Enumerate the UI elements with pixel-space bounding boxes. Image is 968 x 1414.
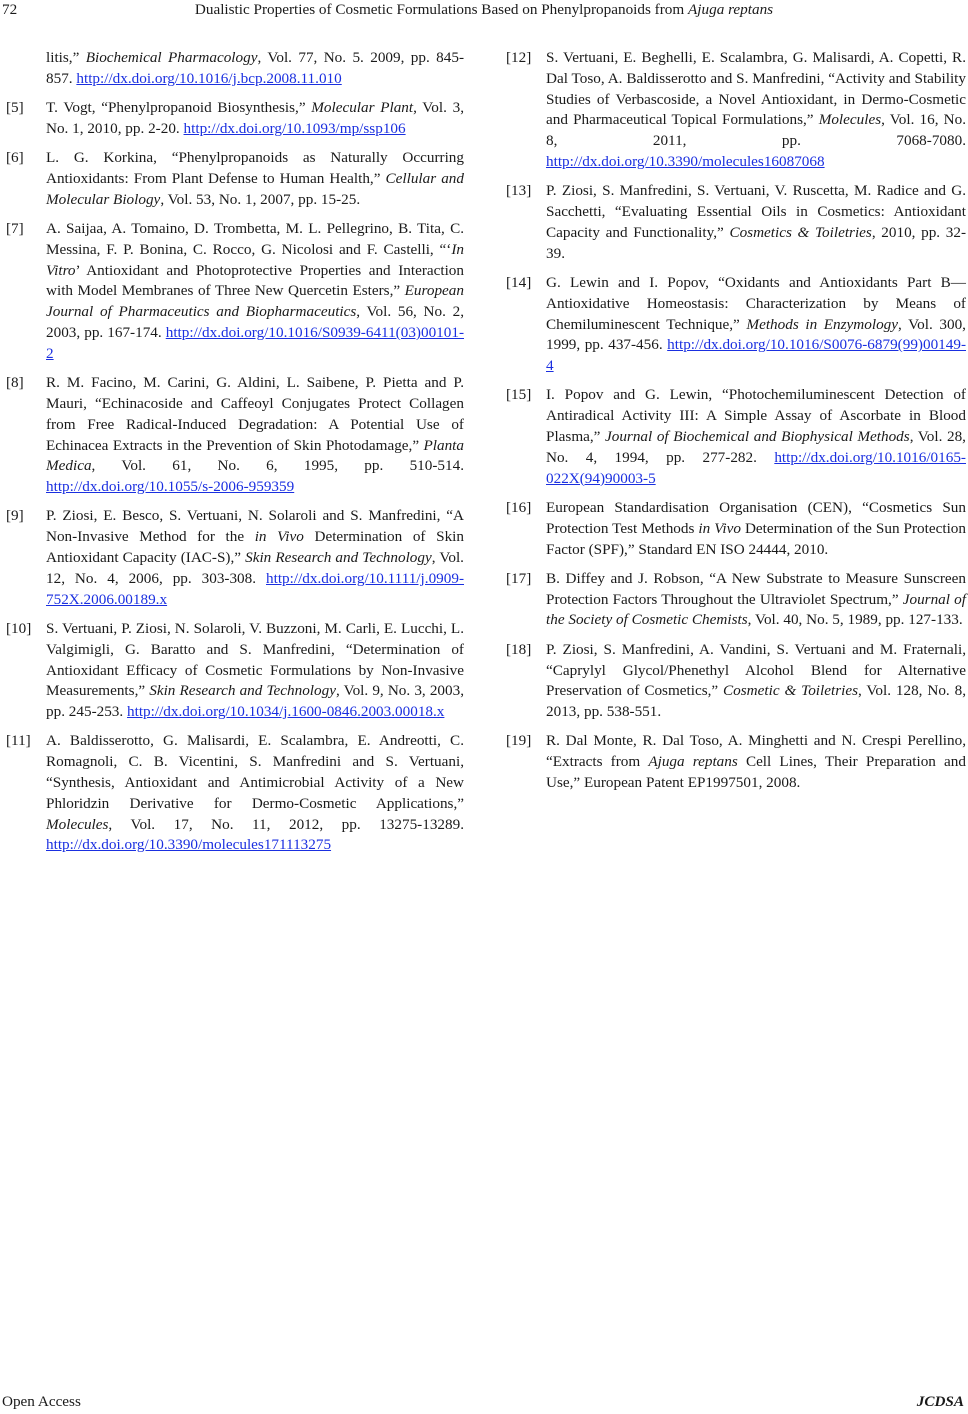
reference-number: [12] [506, 49, 532, 66]
reference-italic-text: Biochemical Pharmacology [85, 49, 258, 66]
reference-number: [18] [506, 640, 532, 658]
running-title-species: Ajuga reptans [688, 1, 774, 18]
reference-text [46, 98, 464, 140]
reference-text-segment: European Standardisation Organisation (CEN), “Cosmetics Sun Protection Test Methods [546, 498, 966, 537]
reference-text [546, 731, 966, 793]
running-header [0, 0, 968, 22]
reference-number: [10] [6, 619, 32, 637]
reference-text-segment: , Vol. 12, No. 4, 2006, pp. 303-308. [46, 549, 464, 587]
reference-number: [17] [506, 569, 532, 587]
reference-item [6, 373, 464, 498]
reference-number: [5] [6, 99, 24, 117]
reference-text-segment: P. Ziosi, E. Besco, S. Vertuani, N. Solaroli and S. Manfredini, “A Non-Invasive Method for the [46, 507, 464, 546]
doi-link[interactable]: http://dx.doi.org/10.1093/mp/ssp106 [183, 119, 406, 137]
reference-text [46, 731, 464, 856]
footer-journal: JCDSA [916, 1393, 964, 1410]
reference-text-segment: Cell Lines, Their Preparation and Use,” European Patent EP1997501, 2008. [546, 753, 966, 791]
reference-text [46, 619, 464, 723]
reference-item [6, 219, 464, 365]
reference-text-segment: B. Diffey and J. Robson, “A New Substrate to Measure Sunscreen Protection Factors Throughout the Ultraviolet Spectrum,” [546, 569, 966, 608]
reference-text [546, 181, 966, 264]
reference-text-segment: , Vol. 3, No. 1, 2010, pp. 2-20. [46, 99, 464, 137]
doi-link[interactable]: http://dx.doi.org/10.1034/j.1600-0846.2003.00018.x [127, 703, 445, 721]
reference-italic-text: Ajuga reptans [648, 753, 738, 771]
reference-number: [15] [506, 386, 532, 404]
reference-italic-text: Methods in Enzymology [746, 315, 899, 333]
reference-text-segment: G. Lewin and I. Popov, “Oxidants and Antioxidants Part B—Antioxidative Homeostasis: Characterization by Means of Chemiluminescent Technique,” [546, 273, 966, 333]
reference-number: [7] [6, 220, 24, 238]
running-title [0, 0, 968, 20]
reference-item [506, 48, 966, 173]
reference-text-segment: I. Popov and G. Lewin, “Photochemiluminescent Detection of Antiradical Activity III: A Simple Assay of Ascorbate in Blood Plasma,” [546, 386, 966, 446]
reference-number: [8] [6, 374, 24, 392]
reference-text-segment: Determination of the Sun Protection Factor (SPF),” Standard EN ISO 24444, 2010. [546, 519, 966, 558]
reference-italic-text: Cellular and Molecular Biology [46, 169, 464, 208]
doi-link[interactable]: http://dx.doi.org/10.1016/S0939-6411(03)00101-2 [46, 324, 464, 362]
reference-item [506, 569, 966, 631]
reference-text-segment: S. Vertuani, P. Ziosi, N. Solaroli, V. Buzzoni, M. Carli, E. Lucchi, L. Valgimigli, G. Baratto and S. Manfredini, “Determination of Antioxidant Efficacy of Cosmetic Formulations by Non-Invasive Measurements,” [46, 619, 464, 700]
reference-text [546, 48, 966, 173]
reference-text-segment: P. Ziosi, S. Manfredini, A. Vandini, S. Vertuani and M. Fraternali, “Caprylyl Glycol/Phenethyl Alcohol Blend for Alternative Preservation of Cosmetics,” [546, 640, 966, 700]
reference-text-segment: , Vol. 17, No. 11, 2012, pp. 13275-13289. [108, 815, 464, 833]
reference-text-segment: , Vol. 300, 1999, pp. 437-456. [546, 315, 966, 354]
reference-text-segment: L. G. Korkina, “Phenylpropanoids as Naturally Occurring Antioxidants: From Plant Defense to Human Health,” [46, 149, 464, 187]
reference-italic-text: in Vivo [254, 528, 304, 546]
doi-link[interactable]: http://dx.doi.org/10.1055/s-2006-959359 [46, 478, 295, 496]
doi-link[interactable]: http://dx.doi.org/10.1016/S0076-6879(99)00149-4 [546, 336, 966, 375]
reference-italic-text: Journal of Biochemical and Biophysical Methods [605, 428, 910, 446]
reference-number: [19] [506, 732, 532, 750]
reference-item [6, 506, 464, 610]
doi-link[interactable]: http://dx.doi.org/10.3390/molecules171113275 [46, 836, 332, 854]
reference-text-segment: , Vol. 53, No. 1, 2007, pp. 15-25. [160, 190, 361, 208]
reference-text-segment: , Vol. 28, No. 4, 1994, pp. 277-282. [546, 428, 966, 466]
reference-item [6, 148, 464, 210]
reference-text [46, 219, 464, 365]
doi-link[interactable]: http://dx.doi.org/10.1111/j.0909-752X.2006.00189.x [46, 569, 464, 608]
reference-italic-text: Molecules [818, 111, 882, 129]
reference-italic-text: in Vivo [698, 519, 741, 537]
reference-italic-text: Skin Research and Technology [149, 682, 336, 700]
reference-item [506, 640, 966, 723]
reference-italic-text: Cosmetics & Toiletries [729, 223, 872, 241]
reference-item [506, 273, 966, 377]
reference-text-segment: ’ Antioxidant and Photoprotective Properties and Interaction with Model Membranes of Three New Quercetin Esters,” [46, 261, 464, 300]
page-number: 72 [2, 1, 18, 18]
reference-text [546, 498, 966, 560]
doi-link[interactable]: http://dx.doi.org/10.1016/j.bcp.2008.11.010 [76, 69, 342, 87]
reference-text-segment: Determination of Skin Antioxidant Capacity (IAC-S),” [46, 528, 464, 567]
reference-italic-text: Molecular Plant [311, 99, 414, 117]
reference-text-segment: , Vol. 56, No. 2, 2003, pp. 167-174. [46, 303, 465, 342]
reference-text [46, 48, 464, 90]
right-column [506, 48, 966, 802]
reference-text-segment: P. Ziosi, S. Manfredini, S. Vertuani, V. Ruscetta, M. Radice and G. Sacchetti, “Evaluating Essential Oils in Cosmetics: Antioxidant Capacity and Functionality,” [546, 182, 966, 241]
reference-text-segment: litis,” [46, 49, 86, 66]
reference-italic-text: In Vitro [46, 240, 464, 279]
reference-item [6, 98, 464, 140]
reference-text-segment: , Vol. 40, No. 5, 1989, pp. 127-133. [747, 611, 963, 629]
reference-text-segment: , 2010, pp. 32-39. [546, 223, 966, 262]
reference-italic-text: Cosmetic & Toiletries [723, 682, 858, 700]
left-column [6, 48, 464, 865]
reference-item [506, 731, 966, 793]
running-title-text: Dualistic Properties of Cosmetic Formulations Based on Phenylpropanoids from [194, 1, 689, 18]
reference-italic-text: Journal of the Society of Cosmetic Chemists [546, 590, 966, 629]
reference-item [6, 48, 464, 90]
reference-number: [9] [6, 507, 24, 525]
reference-text [46, 148, 464, 210]
reference-number: [11] [6, 732, 31, 750]
reference-item [506, 498, 966, 560]
reference-text [546, 385, 966, 489]
reference-item [506, 385, 966, 489]
doi-link[interactable]: http://dx.doi.org/10.1016/0165-022X(94)90003-5 [546, 448, 966, 487]
reference-text-segment: T. Vogt, “Phenylpropanoid Biosynthesis,” [46, 99, 312, 117]
reference-number: [16] [506, 498, 532, 516]
reference-item [6, 731, 464, 856]
reference-text-segment: , Vol. 128, No. 8, 2013, pp. 538-551. [546, 682, 966, 721]
reference-italic-text: Planta Medica [46, 436, 464, 475]
reference-text [46, 373, 464, 498]
footer-open-access: Open Access [2, 1393, 81, 1410]
reference-text-segment: , Vol. 16, No. 8, 2011, pp. 7068-7080. [546, 111, 967, 150]
page-footer [0, 1392, 968, 1414]
reference-text [46, 506, 464, 610]
reference-text-segment: A. Saijaa, A. Tomaino, D. Trombetta, M. L. Pellegrino, B. Tita, C. Messina, F. P. Bonina, C. Rocco, G. Nicolosi and F. Castelli, “‘ [46, 220, 464, 258]
reference-italic-text: European Journal of Pharmaceutics and Biopharmaceutics [46, 282, 464, 321]
reference-italic-text: Skin Research and Technology [245, 549, 432, 567]
reference-text-segment: , Vol. 77, No. 5. 2009, pp. 845-857. [46, 49, 465, 87]
reference-text-segment: R. Dal Monte, R. Dal Toso, A. Minghetti and N. Crespi Perellino, “Extracts from [546, 732, 966, 771]
reference-text [546, 273, 966, 377]
reference-italic-text: Molecules [46, 815, 109, 833]
reference-text [546, 640, 966, 723]
doi-link[interactable]: http://dx.doi.org/10.3390/molecules16087068 [546, 152, 825, 170]
reference-text-segment: , Vol. 9, No. 3, 2003, pp. 245-253. [46, 682, 464, 721]
reference-item [506, 181, 966, 264]
reference-number: [14] [506, 273, 532, 291]
reference-text-segment: R. M. Facino, M. Carini, G. Aldini, L. Saibene, P. Pietta and P. Mauri, “Echinacoside and Caffeoyl Conjugates Protect Collagen from Free Radical-Induced Degradation: A Potential Use of Echinacea Extracts in the Prevention of Skin Photodamage,” [46, 374, 464, 454]
reference-text-segment: S. Vertuani, E. Beghelli, E. Scalambra, G. Malisardi, A. Copetti, R. Dal Toso, A. Baldisserotto and S. Manfredini, “Activity and Stability Studies of Verbascoside, a Novel Antioxidant, in Dermo-Cosmetic and Pharmaceutical Topical Formulations,” [546, 49, 966, 129]
reference-number: [6] [6, 149, 24, 167]
reference-number: [13] [506, 182, 532, 200]
reference-text-segment: A. Baldisserotto, G. Malisardi, E. Scalambra, E. Andreotti, C. Romagnoli, C. B. Vicentini, S. Manfredini and S. Vertuani, “Synthesis, Antioxidant and Antimicrobial Activity of a New Phloridzin Derivative for Dermo-Cosmetic Applications,” [46, 732, 464, 812]
reference-item [6, 619, 464, 723]
reference-text-segment: , Vol. 61, No. 6, 1995, pp. 510-514. [91, 457, 464, 475]
reference-text [546, 569, 966, 631]
